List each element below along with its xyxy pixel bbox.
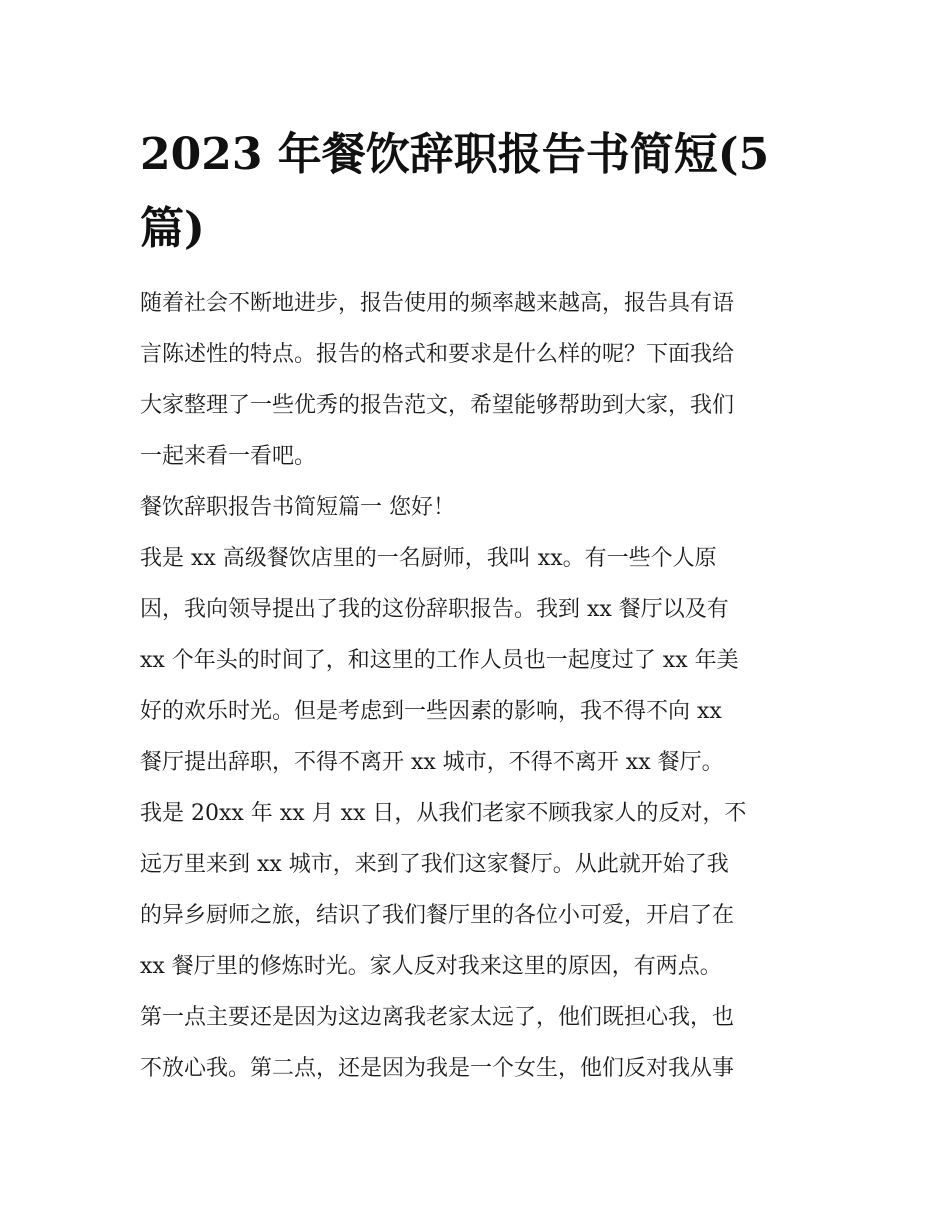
body-line: xx 餐厅里的修炼时光。家人反对我来这里的原因，有两点。 bbox=[140, 954, 722, 979]
body-line: 大家整理了一些优秀的报告范文，希望能够帮助到大家，我们 bbox=[140, 393, 735, 418]
body-line: 好的欢乐时光。但是考虑到一些因素的影响，我不得不向 xx bbox=[140, 699, 722, 724]
body-line: 一起来看一看吧。 bbox=[140, 444, 317, 469]
title-line-1: 2023 年餐饮辞职报告书简短(5 bbox=[140, 129, 770, 180]
body-line: 的异乡厨师之旅，结识了我们餐厅里的各位小可爱，开启了在 bbox=[140, 903, 735, 928]
section-heading-line: 餐饮辞职报告书简短篇一 您好！ bbox=[140, 495, 455, 520]
body-line: 我是 20xx 年 xx 月 xx 日，从我们老家不顾我家人的反对，不 bbox=[140, 801, 747, 826]
body-line: 因，我向领导提出了我的这份辞职报告。我到 xx 餐厅以及有 bbox=[140, 597, 729, 622]
document-title bbox=[140, 118, 820, 266]
body-line: 远万里来到 xx 城市，来到了我们这家餐厅。从此就开始了我 bbox=[140, 852, 729, 877]
body-line: xx 个年头的时间了，和这里的工作人员也一起度过了 xx 年美 bbox=[140, 648, 739, 673]
body-line: 不放心我。第二点，还是因为我是一个女生，他们反对我从事 bbox=[140, 1056, 735, 1081]
document-body bbox=[140, 278, 820, 1094]
body-line: 第一点主要还是因为这边离我老家太远了，他们既担心我，也 bbox=[140, 1005, 735, 1030]
body-line: 言陈述性的特点。报告的格式和要求是什么样的呢？下面我给 bbox=[140, 342, 735, 367]
body-line: 餐厅提出辞职，不得不离开 xx 城市，不得不离开 xx 餐厅。 bbox=[140, 750, 724, 775]
body-line: 随着社会不断地进步，报告使用的频率越来越高，报告具有语 bbox=[140, 291, 735, 316]
body-line: 我是 xx 高级餐饮店里的一名厨师，我叫 xx。有一些个人原 bbox=[140, 546, 717, 571]
title-line-2: 篇) bbox=[140, 203, 205, 254]
